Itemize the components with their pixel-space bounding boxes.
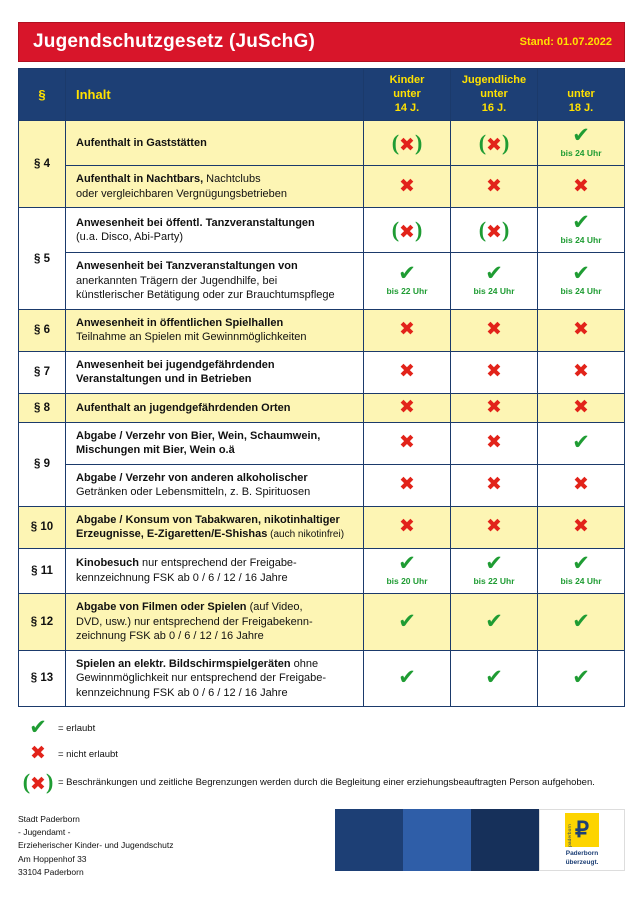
cross-icon: ✖ [399, 515, 415, 538]
logo-vertical-text: paderborn [567, 823, 572, 847]
legend-symbol [18, 717, 58, 739]
paragraph-cell: § 11 [19, 548, 66, 593]
permission-cell-u16 [451, 166, 538, 208]
address-line: Stadt Paderborn [18, 814, 80, 825]
cross-icon: ✖ [486, 395, 502, 418]
legend-text: = erlaubt [58, 722, 96, 734]
permission-symbol [399, 174, 415, 197]
check-icon: ✔ [485, 550, 503, 575]
rule-title: Abgabe / Verzehr von Bier, Wein, Schaumwein, [76, 429, 321, 442]
rule-title: Anwesenheit bei öffentl. Tanzveranstaltungen [76, 216, 315, 229]
permission-cell-u18 [538, 548, 625, 593]
check-icon: ✔ [572, 123, 590, 148]
logo-name-line1: Paderborn [565, 850, 599, 858]
permission-cell-u18 [538, 422, 625, 464]
document-footer [18, 809, 625, 879]
cross-icon: ✖ [573, 174, 589, 197]
rule-title: Anwesenheit bei Tanzveranstaltungen von [76, 260, 298, 273]
city-logo [539, 809, 625, 871]
table-row [19, 548, 625, 593]
header-kinder-u14 [364, 69, 451, 121]
rule-title: Aufenthalt in Nachtbars, [76, 173, 204, 186]
time-note: bis 22 Uhr [386, 286, 428, 297]
cross-icon: ✖ [486, 318, 502, 341]
permission-cell-u18 [538, 506, 625, 548]
table-row [19, 506, 625, 548]
permission-cell-u14 [364, 351, 451, 393]
permission-symbol [573, 395, 589, 418]
check-icon: ✔ [572, 430, 590, 455]
paragraph-cell: § 4 [19, 121, 66, 208]
permission-cell-u14 [364, 548, 451, 593]
permission-symbol [399, 395, 415, 418]
header-j16-sub1: unter [480, 87, 508, 100]
paren-open-icon: ( [391, 130, 400, 156]
time-note: bis 24 Uhr [560, 235, 602, 246]
permission-symbol [486, 320, 502, 340]
permission-cell-u16 [451, 208, 538, 253]
cross-icon: ✖ [399, 318, 415, 341]
cross-icon: ✖ [30, 773, 46, 796]
cross-icon: ✖ [573, 395, 589, 418]
check-icon: ✔ [572, 550, 590, 575]
legend-row [18, 769, 625, 795]
table-row [19, 464, 625, 506]
logo-color-bars [335, 809, 539, 871]
permission-cell-u14 [364, 506, 451, 548]
rule-line2: kennzeichnung FSK ab 0 / 6 / 12 / 16 Jahre [76, 571, 288, 584]
permission-cell-u16 [451, 309, 538, 351]
permission-symbol [398, 608, 416, 633]
permission-symbol [473, 263, 514, 296]
paren-close-icon: ) [414, 217, 423, 243]
cross-icon: ✖ [399, 360, 415, 383]
logo-bar-3 [471, 809, 539, 871]
rule-title: Aufenthalt in Gaststätten [76, 136, 207, 149]
table-row [19, 309, 625, 351]
legend-row [18, 717, 625, 739]
logo-bar-2 [403, 809, 471, 871]
permission-symbol [486, 475, 502, 495]
time-note: bis 20 Uhr [386, 575, 428, 586]
header-j18-sub1: unter [567, 87, 595, 100]
permission-symbol [29, 717, 47, 739]
check-icon: ✔ [485, 608, 503, 633]
permission-symbol [392, 130, 423, 156]
permission-cell-u16 [451, 593, 538, 650]
permission-symbol [486, 517, 502, 537]
permission-symbol [560, 125, 601, 158]
rule-title: Anwesenheit bei jugendgefährdenden [76, 358, 275, 371]
content-cell [66, 166, 364, 208]
header-date: Stand: 01.07.2022 [519, 36, 612, 48]
paderborn-logo-icon [565, 813, 599, 847]
rule-line2: Getränken oder Lebensmitteln, z. B. Spirituosen [76, 486, 311, 499]
check-icon: ✔ [29, 715, 47, 740]
paragraph-cell: § 5 [19, 208, 66, 310]
logo-block [335, 809, 625, 871]
content-cell [66, 464, 364, 506]
time-note: bis 24 Uhr [560, 148, 602, 159]
permission-cell-u14 [364, 593, 451, 650]
permission-symbol [479, 217, 510, 243]
header-j18-spacer [542, 74, 620, 88]
rule-title: Anwesenheit in öffentlichen Spielhallen [76, 316, 284, 329]
table-row [19, 121, 625, 166]
logo-bar-1 [335, 809, 403, 871]
table-head [19, 69, 625, 121]
cross-icon: ✖ [399, 431, 415, 454]
cross-icon: ✖ [399, 134, 415, 157]
cross-icon: ✖ [399, 221, 415, 244]
check-icon: ✔ [572, 608, 590, 633]
paren-close-icon: ) [45, 769, 54, 795]
permission-symbol [485, 667, 503, 689]
paragraph-cell: § 9 [19, 422, 66, 506]
paragraph-cell: § 12 [19, 593, 66, 650]
permission-symbol [560, 550, 602, 586]
cross-icon: ✖ [486, 174, 502, 197]
permission-cell-u14 [364, 650, 451, 707]
permission-cell-u18 [538, 650, 625, 707]
permission-cell-u16 [451, 351, 538, 393]
header-jugend-u16 [451, 69, 538, 121]
rule-line2: (u.a. Disco, Abi-Party) [76, 231, 183, 244]
header-inhalt: Inhalt [66, 69, 364, 121]
rule-line2: anerkannten Trägern der Jugendhilfe, bei [76, 274, 278, 287]
rule-line2: Teilnahme an Spielen mit Gewinnmöglichkeiten [76, 331, 307, 344]
legend-symbol [18, 769, 58, 795]
cross-icon: ✖ [573, 515, 589, 538]
rule-title: Aufenthalt an jugendgefährdenden Orten [76, 401, 291, 414]
content-cell [66, 121, 364, 166]
permission-symbol [399, 433, 415, 453]
check-icon: ✔ [572, 665, 590, 690]
rule-line3: zeichnung FSK ab 0 / 6 / 12 / 16 Jahre [76, 630, 264, 643]
header-jugend-group: Jugendliche [461, 74, 527, 86]
permission-symbol [486, 362, 502, 382]
permission-symbol [386, 263, 427, 296]
cross-icon: ✖ [399, 473, 415, 496]
cross-icon: ✖ [486, 431, 502, 454]
rule-title: Kinobesuch [76, 557, 139, 570]
permission-cell-u18 [538, 121, 625, 166]
table-row [19, 422, 625, 464]
header-kinder-sub2: 14 J. [394, 101, 420, 114]
permission-symbol [399, 320, 415, 340]
time-note: bis 22 Uhr [473, 575, 515, 586]
paragraph-cell: § 7 [19, 351, 66, 393]
permission-symbol [479, 130, 510, 156]
rule-line2: Gewinnmöglichkeit nur entsprechend der Freigabe- [76, 672, 327, 685]
permission-cell-u14 [364, 253, 451, 310]
permission-symbol [572, 667, 590, 689]
permission-cell-u16 [451, 253, 538, 310]
paragraph-cell: § 6 [19, 309, 66, 351]
permission-cell-u16 [451, 422, 538, 464]
permission-cell-u16 [451, 393, 538, 422]
table-row [19, 650, 625, 707]
permission-symbol [573, 517, 589, 537]
rule-title: Spielen an elektr. Bildschirmspielgeräten [76, 657, 291, 670]
rule-line3: kennzeichnung FSK ab 0 / 6 / 12 / 16 Jahre [76, 686, 288, 699]
cross-icon: ✖ [573, 473, 589, 496]
page-title: Jugendschutzgesetz (JuSchG) [33, 31, 315, 52]
check-icon: ✔ [398, 261, 416, 286]
permission-cell-u18 [538, 393, 625, 422]
header-kinder-group: Kinder [389, 74, 425, 86]
legend-row [18, 744, 625, 764]
cross-icon: ✖ [30, 742, 46, 765]
rule-line3: künstlerischer Betätigung oder zur Brauchtumspflege [76, 289, 335, 302]
content-cell [66, 506, 364, 548]
rule-line2: Mischungen mit Bier, Wein o.ä [76, 444, 235, 457]
address-block [18, 809, 173, 879]
table-body [19, 121, 625, 707]
paren-open-icon: ( [478, 217, 487, 243]
permission-symbol [486, 395, 502, 418]
header-kinder-sub1: unter [393, 87, 421, 100]
check-icon: ✔ [398, 550, 416, 575]
cross-icon: ✖ [573, 318, 589, 341]
paren-open-icon: ( [22, 769, 31, 795]
document-header [18, 22, 625, 62]
cross-icon: ✖ [486, 221, 502, 244]
rule-title-rest: ohne [290, 657, 319, 670]
permission-cell-u14 [364, 464, 451, 506]
permission-cell-u18 [538, 166, 625, 208]
rule-title-rest: Nachtclubs [203, 173, 261, 186]
table-row [19, 351, 625, 393]
time-note: bis 24 Uhr [473, 286, 515, 297]
legend-symbol [18, 744, 58, 764]
permission-symbol [573, 320, 589, 340]
permission-cell-u16 [451, 121, 538, 166]
permission-cell-u14 [364, 393, 451, 422]
permission-symbol [386, 550, 428, 586]
permission-cell-u18 [538, 208, 625, 253]
cross-icon: ✖ [486, 515, 502, 538]
check-icon: ✔ [485, 665, 503, 690]
juschg-table [18, 68, 625, 707]
rule-title: Abgabe / Konsum von Tabakwaren, nikotinhaltiger [76, 513, 340, 526]
header-jugend-u18 [538, 69, 625, 121]
cross-icon: ✖ [486, 473, 502, 496]
permission-symbol [398, 667, 416, 689]
permission-symbol [486, 174, 502, 197]
rule-line2-note: (auch nikotinfrei) [267, 529, 345, 541]
permission-cell-u16 [451, 650, 538, 707]
permission-symbol [560, 263, 601, 296]
address-line: - Jugendamt - [18, 827, 71, 838]
cross-icon: ✖ [486, 134, 502, 157]
permission-cell-u18 [538, 253, 625, 310]
logo-name [566, 850, 599, 866]
legend [18, 717, 625, 795]
rule-line2: DVD, usw.) nur entsprechend der Freigabekenn- [76, 615, 313, 628]
address-line: 33104 Paderborn [18, 866, 84, 877]
header-paragraph: § [19, 69, 66, 121]
logo-glyph: ₽ [575, 817, 589, 843]
paragraph-cell: § 10 [19, 506, 66, 548]
permission-cell-u16 [451, 548, 538, 593]
address-line: Am Hoppenhof 33 [18, 853, 87, 864]
content-cell [66, 422, 364, 464]
permission-symbol [572, 432, 590, 454]
table-row [19, 208, 625, 253]
content-cell [66, 650, 364, 707]
time-note: bis 24 Uhr [560, 575, 602, 586]
paragraph-cell: § 8 [19, 393, 66, 422]
check-icon: ✔ [485, 261, 503, 286]
permission-cell-u18 [538, 464, 625, 506]
permission-symbol [485, 608, 503, 633]
table-row [19, 393, 625, 422]
content-cell [66, 393, 364, 422]
permission-cell-u18 [538, 351, 625, 393]
paren-open-icon: ( [478, 130, 487, 156]
paren-close-icon: ) [414, 130, 423, 156]
permission-symbol [399, 475, 415, 495]
content-cell [66, 253, 364, 310]
cross-icon: ✖ [573, 360, 589, 383]
permission-symbol [573, 362, 589, 382]
cross-icon: ✖ [399, 395, 415, 418]
permission-symbol [392, 217, 423, 243]
time-note: bis 24 Uhr [560, 286, 602, 297]
permission-symbol [399, 362, 415, 382]
permission-symbol [30, 744, 46, 764]
check-icon: ✔ [398, 665, 416, 690]
cross-icon: ✖ [399, 174, 415, 197]
table-row [19, 253, 625, 310]
permission-cell-u14 [364, 309, 451, 351]
legend-text: = nicht erlaubt [58, 748, 118, 760]
check-icon: ✔ [572, 261, 590, 286]
permission-cell-u18 [538, 309, 625, 351]
paren-open-icon: ( [391, 217, 400, 243]
logo-name-line2: überzeugt. [565, 858, 599, 866]
paren-close-icon: ) [501, 130, 510, 156]
check-icon: ✔ [572, 210, 590, 235]
permission-symbol [573, 475, 589, 495]
content-cell [66, 208, 364, 253]
permission-symbol [573, 174, 589, 197]
rule-title-rest: nur entsprechend der Freigabe- [138, 557, 297, 570]
check-icon: ✔ [398, 608, 416, 633]
permission-cell-u16 [451, 506, 538, 548]
permission-symbol [473, 550, 515, 586]
permission-symbol [572, 608, 590, 633]
content-cell [66, 593, 364, 650]
permission-cell-u16 [451, 464, 538, 506]
rule-title: Abgabe von Filmen oder Spielen [76, 600, 247, 613]
permission-symbol [560, 212, 601, 245]
table-header-row [19, 69, 625, 121]
rule-title-rest: (auf Video, [246, 600, 303, 613]
rule-line2: Erzeugnisse, E-Zigaretten/E-Shishas [76, 528, 268, 541]
paren-close-icon: ) [501, 217, 510, 243]
permission-cell-u18 [538, 593, 625, 650]
address-line: Erzieherischer Kinder- und Jugendschutz [18, 840, 174, 851]
permission-cell-u14 [364, 208, 451, 253]
content-cell [66, 548, 364, 593]
header-j18-sub2: 18 J. [568, 101, 594, 114]
permission-cell-u14 [364, 422, 451, 464]
permission-cell-u14 [364, 121, 451, 166]
rule-title: Abgabe / Verzehr von anderen alkoholischer [76, 471, 308, 484]
content-cell [66, 309, 364, 351]
cross-icon: ✖ [486, 360, 502, 383]
table-row [19, 593, 625, 650]
legend-text: = Beschränkungen und zeitliche Begrenzungen werden durch die Begleitung einer erziehungsbeauftragten Person aufgehoben. [58, 776, 595, 788]
permission-symbol [399, 517, 415, 537]
permission-symbol [23, 769, 54, 795]
rule-line2: oder vergleichbaren Vergnügungsbetrieben [76, 187, 287, 200]
rule-line2: Veranstaltungen und in Betrieben [76, 373, 252, 386]
content-cell [66, 351, 364, 393]
table-row [19, 166, 625, 208]
paragraph-cell: § 13 [19, 650, 66, 707]
header-j16-sub2: 16 J. [481, 101, 507, 114]
permission-cell-u14 [364, 166, 451, 208]
permission-symbol [486, 433, 502, 453]
